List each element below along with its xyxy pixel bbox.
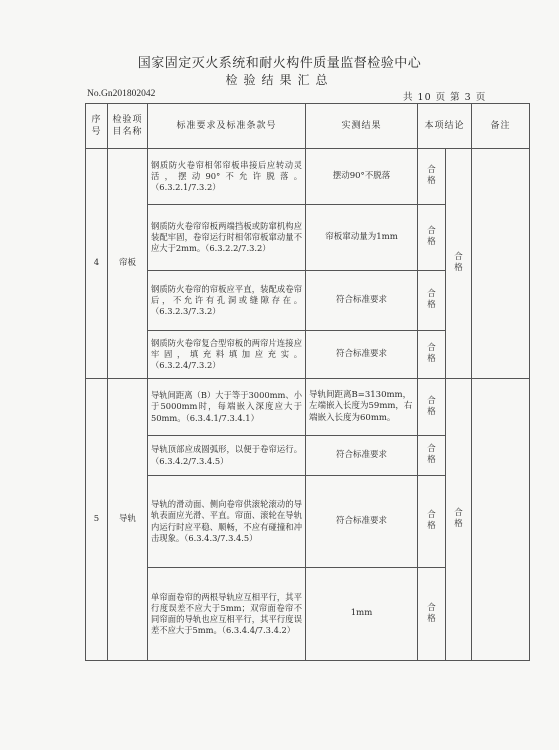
req-cell: 钢质防火卷帘的帘板应平直，装配成卷帘后，不允许有孔洞或缝隙存在。（6.3.2.3/7.3.2） — [148, 271, 306, 331]
col-header-result: 实测结果 — [306, 104, 418, 149]
conclusion-cell: 合格 — [418, 205, 446, 271]
result-cell: 摆动90°不脱落 — [306, 149, 418, 205]
result-cell: 符合标准要求 — [306, 271, 418, 331]
page-info: 共 10 页 第 3 页 — [403, 92, 487, 103]
item-cell: 导轨 — [108, 379, 148, 661]
conclusion-cell: 合格 — [418, 149, 446, 205]
conclusion-cell: 合格 — [418, 476, 446, 568]
col-header-req: 标准要求及标准条款号 — [148, 104, 306, 149]
col-header-seq: 序号 — [86, 104, 108, 149]
conclusion-cell: 合格 — [418, 379, 446, 436]
results-table — [85, 103, 530, 661]
seq-cell: 4 — [86, 149, 108, 379]
req-cell: 导轨的滑动面、侧向卷帘供滚轮滚动的导轨表面应光滑、平直。帘面、滚轮在导轨内运行时应平稳、顺畅，不应有碰撞和冲击现象。（6.3.4.3/7.3.4.5） — [148, 476, 306, 568]
summary-title: 检验结果汇总 — [225, 73, 334, 87]
conclusion-cell: 合格 — [418, 568, 446, 661]
result-cell: 导轨间距离B=3130mm，左端嵌入长度为59mm，右端嵌入长度为60mm。 — [306, 379, 418, 436]
conclusion-cell: 合格 — [418, 331, 446, 379]
remark-cell — [472, 149, 530, 379]
conclusion-cell: 合格 — [418, 436, 446, 476]
item-cell: 帘板 — [108, 149, 148, 379]
req-cell: 钢质防火卷帘相邻帘板串接后应转动灵活，摆动90°不允许脱落。（6.3.2.1/7.3.2） — [148, 149, 306, 205]
result-cell: 符合标准要求 — [306, 331, 418, 379]
req-cell: 导轨间距离（B）大于等于3000mm、小于5000mm时，每端嵌入深度应大于50mm。（6.3.4.1/7.3.4.1） — [148, 379, 306, 436]
result-cell: 符合标准要求 — [306, 436, 418, 476]
req-cell: 导轨顶部应成圆弧形，以便于卷帘运行。（6.3.4.2/7.3.4.5） — [148, 436, 306, 476]
req-cell: 单帘面卷帘的两根导轨应互相平行，其平行度误差不应大于5mm；双帘面卷帘不同帘面的导轨也应互相平行，其平行度误差不应大于5mm。（6.3.4.4/7.3.4.2） — [148, 568, 306, 661]
seq-cell: 5 — [86, 379, 108, 661]
result-cell: 符合标准要求 — [306, 476, 418, 568]
table-header-row — [86, 104, 530, 149]
report-number: No.Gn201802042 — [87, 89, 156, 99]
req-cell: 钢质防火卷帘复合型帘板的两帘片连接应牢固，填充料填加应充实。（6.3.2.4/7.3.2） — [148, 331, 306, 379]
conclusion-cell: 合格 — [418, 271, 446, 331]
group-conclusion-cell: 合格 — [446, 379, 472, 661]
col-header-item: 检验项目名称 — [108, 104, 148, 149]
col-header-remark: 备注 — [472, 104, 530, 149]
remark-cell — [472, 379, 530, 661]
table-row — [86, 379, 530, 436]
org-title: 国家固定灭火系统和耐火构件质量监督检验中心 — [137, 56, 422, 71]
result-cell: 1mm — [306, 568, 418, 661]
col-header-conclusion: 本项结论 — [418, 104, 472, 149]
group-conclusion-cell: 合格 — [446, 149, 472, 379]
table-row — [86, 149, 530, 205]
req-cell: 钢质防火卷帘帘板两端挡板或防窜机构应装配牢固，卷帘运行时相邻帘板窜动量不应大于2mm。（6.3.2.2/7.3.2） — [148, 205, 306, 271]
result-cell: 帘板窜动量为1mm — [306, 205, 418, 271]
